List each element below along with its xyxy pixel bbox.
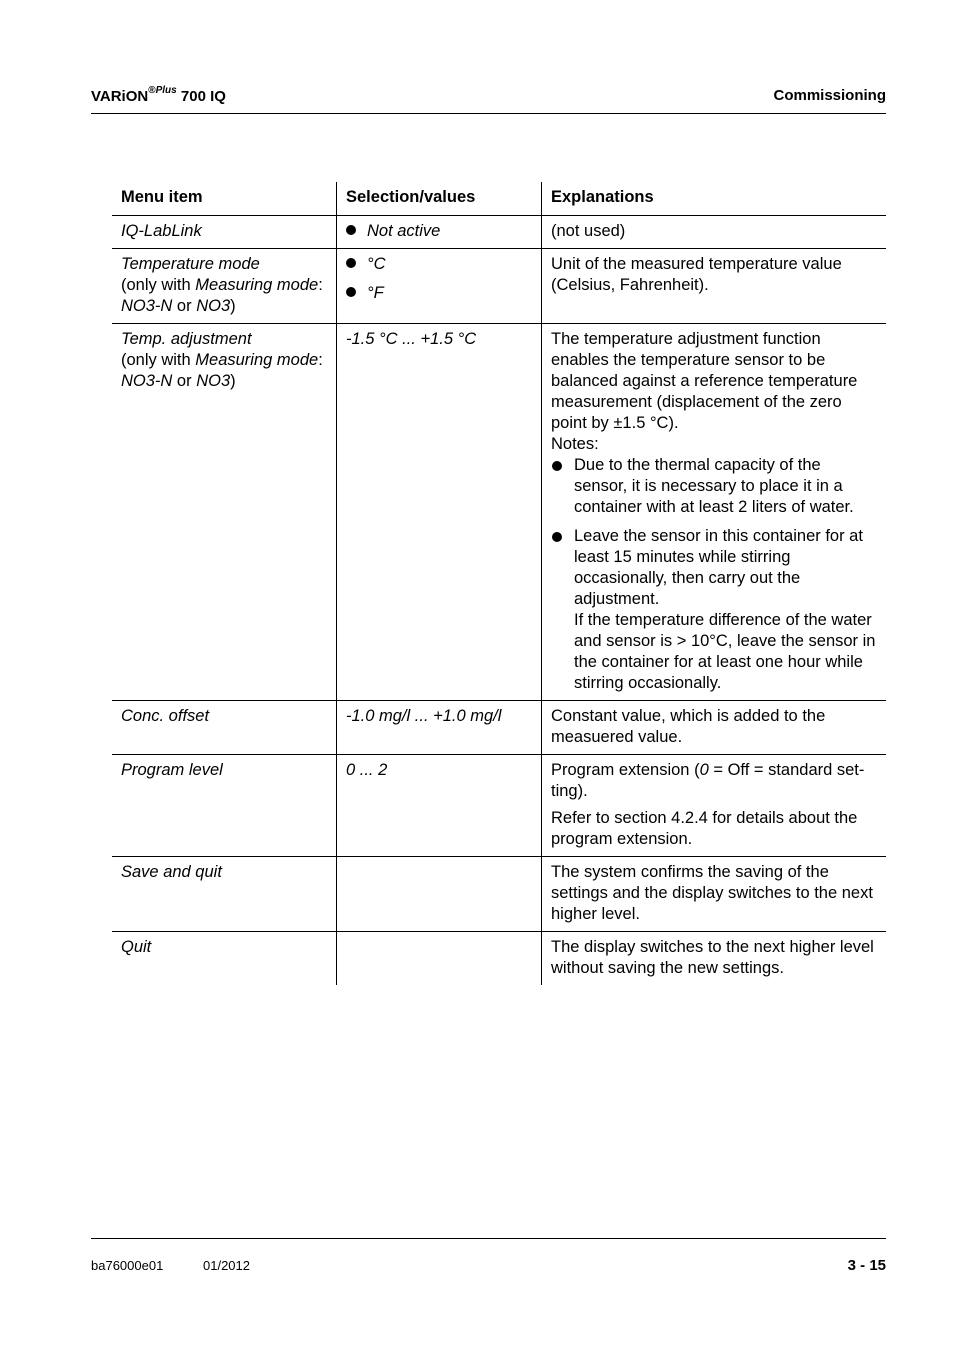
explanation-part: 0 — [699, 761, 709, 779]
explanation-cell — [542, 324, 887, 701]
selection-cell — [337, 932, 542, 986]
menu-note: : — [318, 351, 323, 369]
menu-note: ) — [230, 372, 236, 390]
menu-item-program-level: Program level — [112, 755, 337, 857]
menu-label: Temperature mode — [121, 255, 260, 273]
product-prefix: VARiON — [91, 88, 149, 105]
table-row — [112, 857, 886, 932]
menu-item-temperature-mode — [112, 249, 337, 324]
explanation-cell — [542, 755, 887, 857]
explanation-text: Refer to section 4.2.4 for details about the program extension. — [551, 809, 858, 848]
note-text: Leave the sensor in this container for at least 15 minutes while stirring occasionally, then carry out the adjustment. — [574, 527, 863, 608]
selection-cell — [337, 857, 542, 932]
note-text: Due to the thermal capacity of the sensor, it is necessary to place it in a container with at least 2 liters of water. — [574, 456, 854, 516]
menu-note: (only with — [121, 351, 196, 369]
menu-item-quit: Quit — [112, 932, 337, 986]
notes-label: Notes: — [551, 435, 599, 453]
explanation-part: Program extension ( — [551, 761, 700, 779]
menu-item-save-and-quit: Save and quit — [112, 857, 337, 932]
page-footer — [91, 1238, 886, 1274]
table-row — [112, 249, 886, 324]
note-text: If the temperature difference of the water and sensor is > 10°C, leave the sensor in the container for at least one hour while stirring occasionally. — [574, 611, 876, 692]
bullet-icon — [346, 225, 356, 235]
menu-item-conc-offset: Conc. offset — [112, 701, 337, 755]
selection-cell: -1.5 °C ... +1.5 °C — [337, 324, 542, 701]
product-suffix: 700 IQ — [176, 88, 226, 105]
option — [346, 283, 532, 304]
explanation-cell: Unit of the measured temperature value (Celsius, Fahrenheit). — [542, 249, 887, 324]
option — [346, 254, 532, 275]
table-header-row — [112, 182, 886, 216]
explanation-text — [551, 760, 877, 802]
option — [346, 221, 532, 242]
menu-item-iq-lablink: IQ-LabLink — [112, 216, 337, 249]
option-label: °F — [367, 284, 384, 302]
menu-note: : — [318, 276, 323, 294]
document-id: ba76000e01 — [91, 1258, 164, 1273]
menu-note: ) — [230, 297, 236, 315]
menu-note: (only with — [121, 276, 196, 294]
table-row — [112, 701, 886, 755]
table-row — [112, 324, 886, 701]
page-number: 3 - 15 — [847, 1257, 886, 1274]
menu-note: NO3 — [196, 297, 231, 315]
explanation-text: The temperature adjustment function enables the temperature sensor to be balanced against a reference temperature measurement (displacement of the zero point by ±1.5 °C). — [551, 330, 858, 432]
document-date: 01/2012 — [203, 1258, 250, 1273]
product-sup-text: Plus — [155, 85, 177, 96]
explanation-cell: The system confirms the saving of the settings and the display switches to the next higher level. — [542, 857, 887, 932]
list-item — [551, 526, 877, 694]
menu-note: NO3-N — [121, 372, 173, 390]
bullet-icon — [552, 532, 562, 542]
settings-table — [112, 182, 886, 985]
col-header-explanations: Explanations — [542, 182, 887, 216]
product-superscript — [148, 85, 177, 96]
menu-label: Temp. adjustment — [121, 330, 252, 348]
list-item — [551, 455, 877, 518]
table-row — [112, 755, 886, 857]
option-label: Not active — [367, 222, 441, 240]
col-header-selection: Selection/values — [337, 182, 542, 216]
table-row — [112, 216, 886, 249]
selection-cell — [337, 216, 542, 249]
page-header — [91, 84, 886, 114]
menu-note: or — [172, 372, 197, 390]
bullet-icon — [552, 461, 562, 471]
menu-note: NO3-N — [121, 297, 173, 315]
menu-note: or — [172, 297, 197, 315]
menu-note: Measuring mode — [195, 351, 319, 369]
selection-cell — [337, 249, 542, 324]
selection-cell: -1.0 mg/l ... +1.0 mg/l — [337, 701, 542, 755]
product-name — [91, 87, 226, 105]
menu-note: Measuring mode — [195, 276, 319, 294]
menu-item-temp-adjustment — [112, 324, 337, 701]
menu-note: NO3 — [196, 372, 231, 390]
table-row — [112, 932, 886, 986]
explanation-cell: (not used) — [542, 216, 887, 249]
col-header-menu-item: Menu item — [112, 182, 337, 216]
registered-mark: ® — [148, 85, 156, 96]
section-title: Commissioning — [773, 87, 886, 104]
explanation-cell: Constant value, which is added to the measuered value. — [542, 701, 887, 755]
option-label: °C — [367, 255, 386, 273]
bullet-icon — [346, 258, 356, 268]
explanation-cell: The display switches to the next higher level without saving the new settings. — [542, 932, 887, 986]
bullet-icon — [346, 287, 356, 297]
selection-cell: 0 ... 2 — [337, 755, 542, 857]
explanation-part: = Off = standard set-ting). — [551, 761, 865, 800]
